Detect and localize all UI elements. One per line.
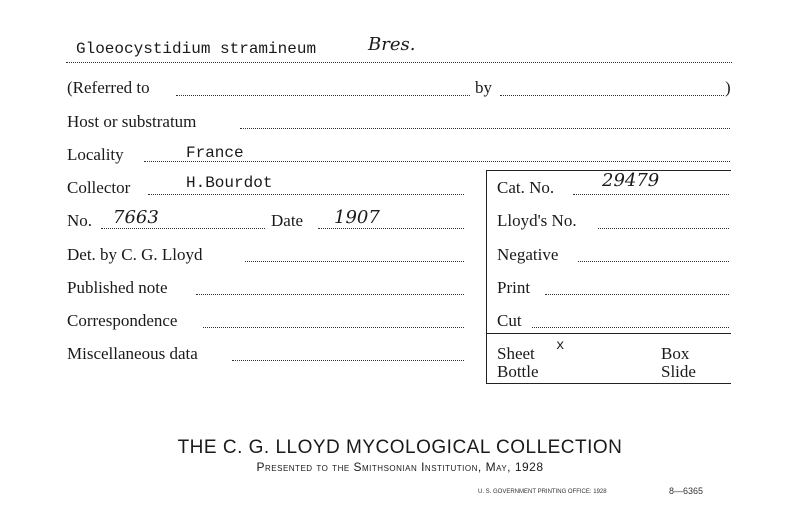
locality-value: France [186,144,244,162]
published-line [196,294,464,295]
sheet-label: Sheet [497,344,535,363]
det-line [245,261,464,262]
referred-to-line [176,95,470,96]
collector-label: Collector [67,178,131,197]
collector-value: H.Bourdot [186,174,273,192]
close-paren: ) [725,78,731,97]
correspondence-line [203,327,464,328]
cat-label: Cat. No. [497,178,555,197]
cat-value: 29479 [602,170,660,191]
date-line [318,228,464,229]
misc-label: Miscellaneous data [67,344,198,363]
sheet-mark: x [556,338,565,354]
bottle-label: Bottle [497,362,539,381]
collection-title: THE C. G. LLOYD MYCOLOGICAL COLLECTION [177,437,623,458]
collection-subtitle: Presented to the Smithsonian Institution, May, 1928 [256,460,544,474]
date-label: Date [271,211,304,230]
lloyds-label: Lloyd's No. [497,211,577,230]
no-value: 7663 [113,207,159,228]
box-label: Box [661,344,690,363]
host-line [240,128,730,129]
det-label: Det. by C. G. Lloyd [67,245,203,264]
locality-line [144,161,730,162]
no-line [101,228,265,229]
box-divider [486,333,731,334]
printing-office-note: U. S. GOVERNMENT PRINTING OFFICE: 1928 [478,489,607,495]
form-code: 8—6365 [669,486,704,496]
negative-label: Negative [497,245,559,264]
host-label: Host or substratum [67,112,197,131]
print-line [545,294,729,295]
cut-label: Cut [497,311,522,330]
slide-label: Slide [661,362,696,381]
referred-to-label: (Referred to [67,78,150,97]
by-label: by [475,78,492,97]
by-line [500,95,724,96]
misc-line [232,360,464,361]
box-bottom-border [486,383,731,384]
box-left-border [486,170,487,384]
lloyds-line [598,228,729,229]
species-name: Gloeocystidium stramineum [76,40,317,58]
collector-line [148,194,464,195]
locality-label: Locality [67,145,124,164]
published-label: Published note [67,278,168,297]
species-rule [66,62,732,63]
cat-line [573,194,729,195]
correspondence-label: Correspondence [67,311,178,330]
no-label: No. [67,211,93,230]
date-value: 1907 [334,207,380,228]
print-label: Print [497,278,531,297]
cut-line [532,327,729,328]
species-authority: Bres. [368,34,416,55]
negative-line [578,261,729,262]
